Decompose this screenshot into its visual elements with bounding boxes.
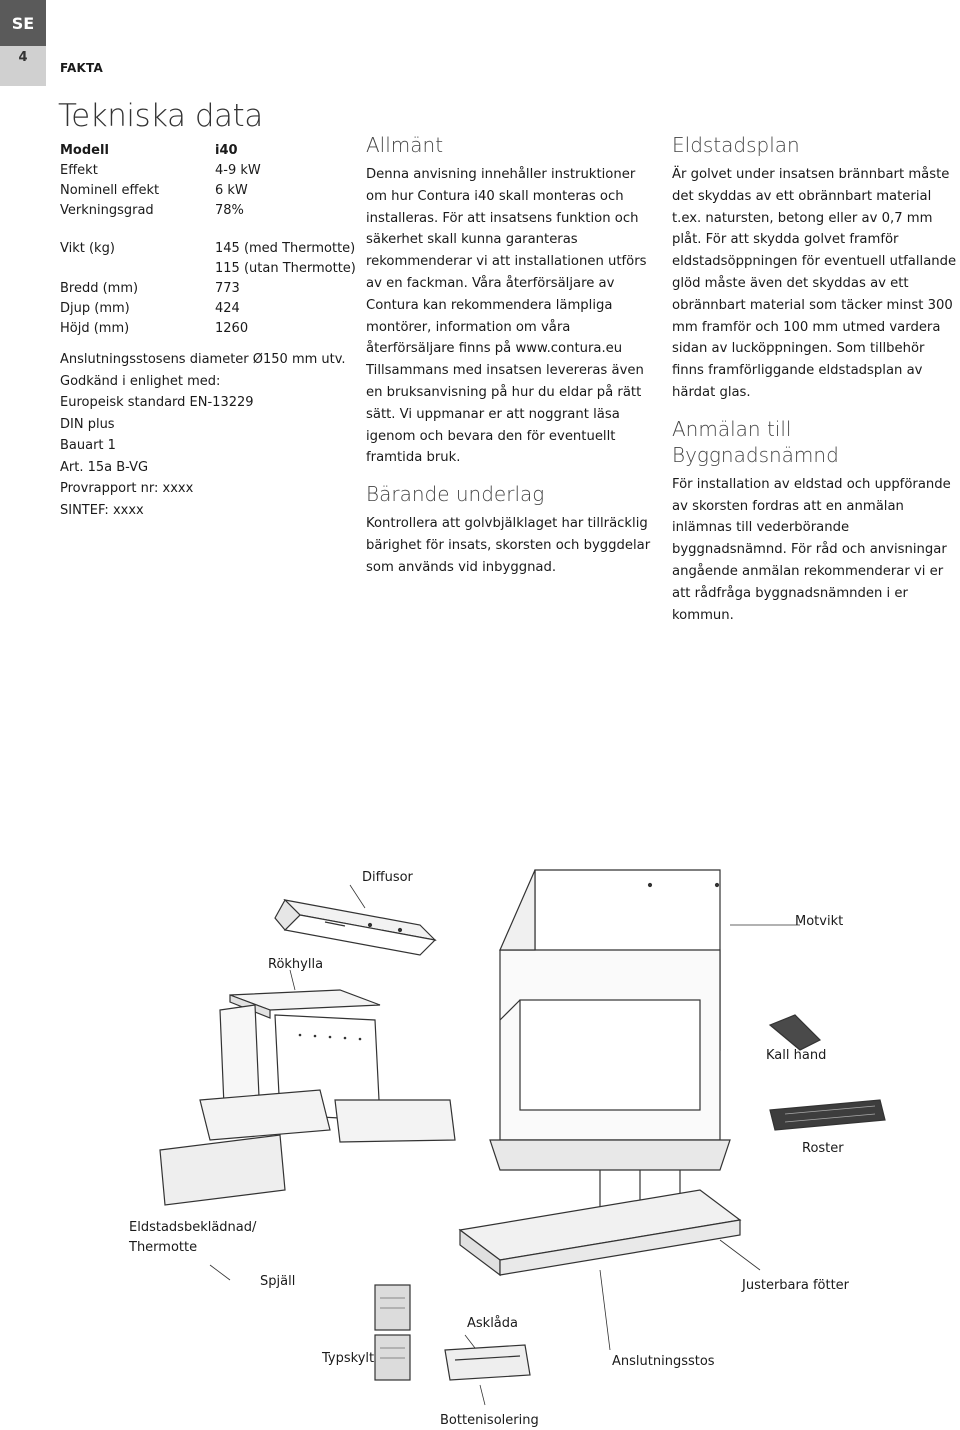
heading-anmalan: Anmälan till Byggnadsnämnd xyxy=(672,416,839,467)
spec-row xyxy=(60,201,360,221)
language-badge: SE xyxy=(0,0,46,46)
label-justerbara-fotter: Justerbara fötter xyxy=(742,1278,850,1293)
spec-label: Höjd (mm) xyxy=(60,321,130,336)
note-line: Provrapport nr: xxxx xyxy=(60,481,194,496)
spec-value: 4-9 kW xyxy=(215,163,261,178)
approval-notes xyxy=(60,349,360,521)
label-kall-hand: Kall hand xyxy=(766,1048,827,1063)
note-line: Anslutningsstosens diameter Ø150 mm utv. xyxy=(60,352,346,367)
label-roster: Roster xyxy=(802,1141,844,1156)
label-diffusor: Diffusor xyxy=(362,870,413,885)
note-line: Art. 15a B-VG xyxy=(60,459,149,475)
typskylt-part xyxy=(375,1285,410,1380)
page-title: Tekniska data xyxy=(58,98,263,134)
spec-value: 145 (med Thermotte) xyxy=(215,241,356,256)
spec-value: i40 xyxy=(215,143,238,158)
paragraph: Kontrollera att golvbjälklaget har tillräcklig bärighet för insats, skorsten och byggdelar som används vid inbyggnad. xyxy=(366,516,651,575)
label-anslutningsstos: Anslutningsstos xyxy=(612,1354,715,1369)
kall-hand-part xyxy=(770,1015,820,1050)
diffusor-part xyxy=(275,900,435,955)
page-number: 4 xyxy=(18,50,28,65)
spec-value: 773 xyxy=(215,281,240,296)
label-asklada: Asklåda xyxy=(467,1316,518,1331)
label-spjall: Spjäll xyxy=(260,1274,296,1289)
spec-value: 424 xyxy=(215,301,240,316)
note-line: Godkänd i enlighet med: xyxy=(60,373,221,389)
heading-eldstadsplan: Eldstadsplan xyxy=(672,133,800,157)
column-hearth xyxy=(672,132,960,638)
spec-row xyxy=(60,181,360,201)
spec-row-model xyxy=(60,141,360,161)
heading-allmant: Allmänt xyxy=(366,133,444,157)
spec-value: 78% xyxy=(215,203,244,218)
note-line: DIN plus xyxy=(60,416,115,432)
spec-label: Nominell effekt xyxy=(60,183,160,198)
spec-label: Bredd (mm) xyxy=(60,281,139,296)
spec-row-weight-2 xyxy=(60,259,360,279)
spec-row-weight xyxy=(60,239,360,259)
label-motvikt: Motvikt xyxy=(795,914,844,929)
note-line: Europeisk standard EN-13229 xyxy=(60,395,254,410)
spec-row xyxy=(60,319,360,339)
spec-row xyxy=(60,161,360,181)
stove-body xyxy=(460,870,740,1275)
paragraph: Är golvet under insatsen brännbart måste det skyddas av ett obrännbart material t.ex. natursten, betong eller av 0,7 mm plåt. För att skydda golvet framför eldstadsöppningen för eventuell utfallande glöd måste även det skyddas av ett obrännbart material som täcker minst 300 mm framför och 100 mm utmed vardera sidan av lucköppningen. Som tillbehör finns framförliggande eldstadsplan av härdat glas. xyxy=(672,167,957,400)
note-line: SINTEF: xxxx xyxy=(60,502,144,518)
label-bottenisolering: Bottenisolering xyxy=(440,1413,539,1428)
spec-label: Vikt (kg) xyxy=(60,241,115,256)
label-thermotte: Thermotte xyxy=(129,1240,198,1255)
spec-label: Effekt xyxy=(60,163,98,178)
spec-value: 115 (utan Thermotte) xyxy=(215,261,356,276)
spec-value: 1260 xyxy=(215,321,249,336)
spec-label: Djup (mm) xyxy=(60,301,130,316)
spec-label: Verkningsgrad xyxy=(60,203,154,218)
section-label: FAKTA xyxy=(60,61,103,75)
paragraph: Tillsammans med insatsen levereras även en bruksanvisning på hur du eldar på rätt sätt. Vi uppmanar er att noggrant läsa igenom och bevara den för eventuellt framtida bruk. xyxy=(366,363,644,466)
spec-value: 6 kW xyxy=(215,183,248,198)
asklada-part xyxy=(445,1345,530,1380)
spec-table xyxy=(60,141,360,339)
paragraph: För installation av eldstad och uppförande av skorsten fordras att en anmälan inlämnas till vederbörande byggnadsnämnd. För råd och anvisningar angående anmälan rekommenderar vi er att rådfråga byggnadsnämnden i er kommun. xyxy=(672,476,951,623)
label-typskylt: Typskylt xyxy=(322,1351,375,1366)
spec-row xyxy=(60,299,360,319)
paragraph: Denna anvisning innehåller instruktioner om hur Contura i40 skall monteras och installeras. För att insatsens funktion och säkerhet skall kunna garanteras rekommenderar vi att installationen utförs av en fackman. Våra återförsäljare av Contura kan rekommendera lämpliga montörer, information om våra återförsäljare finns på www.contura.eu xyxy=(366,167,647,357)
spec-row xyxy=(60,279,360,299)
exploded-diagram xyxy=(80,830,960,1430)
label-rokhylla: Rökhylla xyxy=(268,957,324,972)
spec-label: Modell xyxy=(60,143,109,158)
side-panels xyxy=(160,1005,455,1205)
note-line: Bauart 1 xyxy=(60,438,116,453)
column-general xyxy=(366,132,656,591)
label-eldstadsbekladnad: Eldstadsbeklädnad/ xyxy=(129,1220,257,1235)
heading-barande: Bärande underlag xyxy=(366,482,545,507)
roster-part xyxy=(770,1100,885,1130)
